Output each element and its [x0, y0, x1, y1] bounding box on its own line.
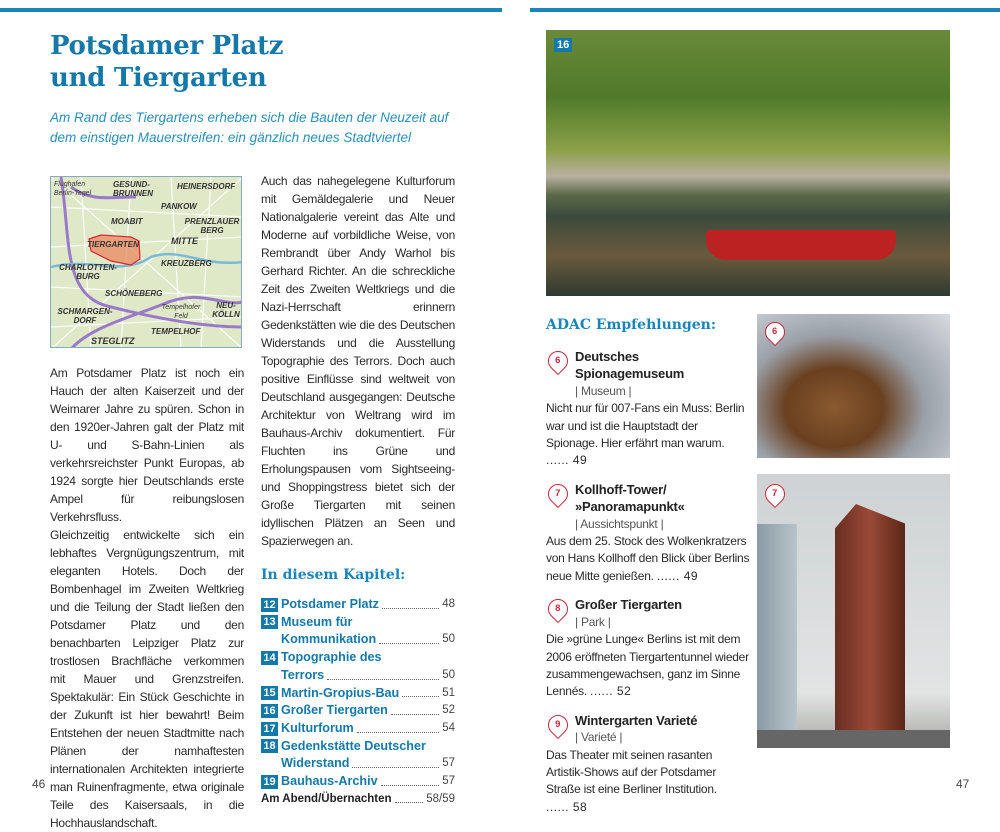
toc-item-13[interactable]: [261, 614, 455, 649]
toc-page: 51: [442, 686, 455, 699]
toc-page: 57: [442, 757, 455, 770]
recommendation-body: Nicht nur für 007-Fans ein Muss: Berlin war und ist die Hauptstadt der Spionage. Hier erfährt man warum.: [546, 401, 745, 451]
pin-number: 9: [555, 718, 561, 730]
leader-dots: [402, 696, 439, 697]
photo-tiergarten-lake: [546, 30, 950, 296]
pin-number: 6: [555, 355, 561, 367]
toc-item-12[interactable]: [261, 596, 455, 614]
recommendation-page: 49: [572, 453, 588, 468]
toc-label: Gedenkstätte Deutscher: [281, 738, 426, 753]
leader-dots: [327, 679, 439, 680]
title-line: und Tiergarten: [50, 63, 267, 93]
recommendation-page: 52: [616, 684, 632, 699]
toc-number: 12: [261, 598, 278, 612]
toc-label: Topographie des: [281, 650, 382, 665]
map-label: NEU-KÖLLN: [212, 301, 240, 319]
toc-line: [261, 702, 455, 720]
recommendation-6[interactable]: [546, 348, 751, 470]
toc-label: Großer Tiergarten: [281, 703, 388, 718]
leader-dots-and-page: ...... 49: [546, 453, 588, 468]
toc-number: 19: [261, 775, 278, 789]
page-title: [50, 30, 283, 94]
toc-item-15[interactable]: [261, 685, 455, 703]
paragraph: Auch das nahegelegene Kulturforum mit Gemäldegalerie und Neuer Nationalgalerie vereint das Alte und Moderne auf vorbildliche Weise, von Rembrandt über Andy Warhol bis Gerhard Richter. An die schreckliche Zeit des Zweiten Weltkriegs und die Nazi-Herrschaft erinnern Gedenkstätten wie die des Deutschen Widerstands und die Ausstellung Topographie des Terrors. Doch auch positive Einflüsse sind weltweit von Deutschland ausgegangen: Deutsche Architektur von Weltrang wird im Bauhaus-Archiv dokumentiert. Für Fluchten ins Grüne und Erholungspausen vom Sightseeing- und Shoppingstress bietet sich der Große Tiergarten mit seinen idyllischen Plätzen an Seen und Spazierwegen an.: [261, 174, 455, 548]
leader-dots: [352, 767, 439, 768]
title-line: Potsdamer Platz: [50, 31, 284, 61]
pin-number: 8: [555, 603, 561, 615]
map-label: CHARLOTTEN-BURG: [59, 263, 117, 281]
toc-item-14[interactable]: [261, 649, 455, 684]
body-column-1: [50, 364, 244, 832]
leader-dots: [357, 732, 439, 733]
toc-line: [261, 614, 455, 632]
leader-dots: [379, 643, 439, 644]
toc-label: Kommunikation: [281, 632, 377, 647]
toc-page: 48: [442, 598, 455, 610]
rowboat: [706, 230, 896, 260]
toc-item-17[interactable]: [261, 720, 455, 738]
map-label: HEINERSDORF: [177, 182, 236, 191]
subtitle: Am Rand des Tiergartens erheben sich die Bauten der Neuzeit auf dem einstigen Mauerstreifen: ein gänzlich neues Stadtviertel: [50, 110, 449, 145]
top-rule-left: [0, 8, 502, 12]
toc-item-19[interactable]: [261, 773, 455, 791]
recommendation-category: | Varieté |: [575, 730, 623, 745]
chapter-toc: [261, 596, 455, 808]
leader-dots: [381, 785, 440, 786]
toc-page: 50: [442, 633, 455, 646]
map-label: PANKOW: [161, 202, 197, 211]
recommendation-title: Wintergarten Varieté: [575, 712, 698, 728]
toc-label: Am Abend/Übernachten: [261, 792, 392, 805]
map-label: SCHMARGEN-DORF: [57, 307, 113, 325]
recommendation-body: Die »grüne Lunge« Berlins ist mit dem 2006 eröffneten Tiergartentunnel wieder zusammengewachsen, ganz im Sinne Lennés.: [546, 632, 749, 699]
recommendation-9[interactable]: [546, 712, 751, 816]
map-label: Flughafen Berlin-Tegel: [54, 181, 92, 197]
toc-number: 15: [261, 686, 278, 700]
map-label: SCHÖNEBERG: [105, 289, 163, 298]
toc-page: 57: [442, 775, 455, 788]
map-label: KREUZBERG: [161, 259, 212, 268]
map-label: MITTE: [171, 236, 198, 246]
toc-label: Museum für: [281, 614, 353, 629]
recommendation-title: Deutsches Spionagemuseum: [575, 349, 685, 382]
toc-line: [261, 649, 455, 667]
photo-kollhoff-tower: [757, 474, 950, 748]
toc-line: [261, 720, 455, 738]
toc-page: 52: [442, 704, 455, 717]
leader-dots-and-page: ...... 49: [656, 568, 699, 583]
tower-building: [835, 504, 905, 748]
recommendation-page: 49: [683, 568, 699, 583]
recommendation-page: 58: [572, 799, 588, 814]
leader-dots: [391, 714, 439, 715]
map-label: Tempelhofer Feld: [161, 304, 201, 320]
middle-column: [261, 172, 455, 808]
recommendations-heading: ADAC Empfehlungen:: [546, 317, 716, 333]
toc-label: Potsdamer Platz: [281, 597, 379, 611]
top-rule-right: [530, 8, 1000, 12]
toc-heading: In diesem Kapitel:: [261, 567, 406, 583]
recommendation-title: Großer Tiergarten: [575, 597, 682, 613]
recommendation-title: »Panoramapunkt«: [575, 499, 685, 515]
photo-spy-shoe: [757, 314, 950, 458]
recommendation-8[interactable]: [546, 596, 751, 700]
page-number-right: 47: [956, 777, 970, 791]
map-label: GESUND-BRUNNEN: [113, 180, 153, 198]
recommendation-category: | Park |: [575, 614, 611, 629]
district-map: [50, 176, 242, 348]
toc-number: 13: [261, 615, 278, 629]
leader-dots: [382, 608, 439, 609]
toc-line: [261, 755, 455, 773]
photo-badge: 16: [554, 38, 572, 52]
toc-label: Kulturforum: [281, 720, 354, 735]
recommendation-text: [546, 747, 751, 817]
map-label: PRENZLAUER BERG: [184, 217, 240, 235]
map-label: STEGLITZ: [91, 336, 135, 346]
map-label: TEMPELHOF: [151, 327, 201, 336]
recommendation-text: [546, 400, 751, 470]
toc-number: 17: [261, 722, 278, 736]
toc-page: 58/59: [426, 792, 455, 805]
toc-page: 50: [442, 668, 455, 681]
map-pin-icon: 6: [761, 318, 789, 346]
street: [757, 730, 950, 748]
leader-dots: [395, 802, 424, 803]
recommendation-body: Das Theater mit seinen rasanten Artistik-Shows auf der Potsdamer Straße ist eine Berliner Institution.: [546, 747, 717, 797]
paragraph: Am Potsdamer Platz ist noch ein Hauch der alten Kaiserzeit und der Weimarer Jahre zu spüren. Schon in den 1920er-Jahren galt der Platz mit U- und S-Bahn-Linien als verkehrsreichster Punkt Europas, ab 1924 sorgte hier Deutschlands erste Ampel für reibungslosen Verkehrsfluss.: [50, 366, 244, 524]
recommendations-list: [546, 348, 751, 816]
toc-number: 18: [261, 739, 278, 753]
toc-label: Bauhaus-Archiv: [281, 774, 378, 789]
toc-line: [261, 596, 455, 614]
toc-item-16[interactable]: [261, 702, 455, 720]
leader-dots-and-page: ...... 58: [546, 799, 588, 814]
body-column-2: [261, 172, 455, 550]
map-pin-icon: 7: [761, 480, 789, 508]
leader-dots-and-page: ...... 52: [590, 684, 632, 699]
recommendation-7[interactable]: [546, 481, 751, 585]
toc-label: Martin-Gropius-Bau: [281, 685, 400, 700]
recommendation-category: | Aussichtspunkt |: [575, 516, 664, 531]
toc-page: 54: [442, 721, 455, 734]
map-label: TIERGARTEN: [87, 240, 139, 249]
toc-number: 16: [261, 704, 278, 718]
pin-number: 7: [555, 487, 561, 499]
page-number-left: 46: [32, 777, 46, 791]
toc-line: [261, 685, 455, 703]
toc-item-18[interactable]: [261, 738, 455, 773]
toc-line: [261, 631, 455, 649]
recommendation-text: [546, 631, 751, 701]
toc-line: [261, 667, 455, 685]
recommendation-title: Kollhoff-Tower/: [575, 481, 667, 497]
toc-label: Widerstand: [281, 756, 350, 771]
map-label: MOABIT: [111, 217, 143, 226]
recommendation-category: | Museum |: [575, 383, 632, 398]
recommendation-text: [546, 533, 751, 585]
toc-number: 14: [261, 651, 278, 665]
toc-line: [261, 738, 455, 756]
toc-line: [261, 773, 455, 791]
paragraph: Gleichzeitig entwickelte sich ein lebhaftes Vergnügungszentrum, mit eleganten Hotels. Doch der Bombenhagel im Zweiten Weltkrieg und die Teilung der Stadt ließen den Potsdamer Platz und den benachbarten Leipziger Platz zur trostlosen Brachfläche verkommen mit Mauer und Grenzstreifen. Spektakulär: Ein Stück Geschichte in der Zukunft ist hier bewahrt! Beim Entstehen der neuen Stadtmitte nach Plänen der namhaftesten internationalen Architekten integrierte man Ruinenfragmente, etwa originale Teile des Kaisersaals, in die Hochhauslandschaft.: [50, 528, 244, 830]
glass-building: [757, 524, 797, 748]
recommendation-body: Aus dem 25. Stock des Wolkenkratzers von Hans Kollhoff den Blick über Berlins neue Mitte genießen.: [546, 534, 750, 583]
recommendations-column: [546, 316, 751, 827]
toc-label: Terrors: [281, 667, 325, 682]
